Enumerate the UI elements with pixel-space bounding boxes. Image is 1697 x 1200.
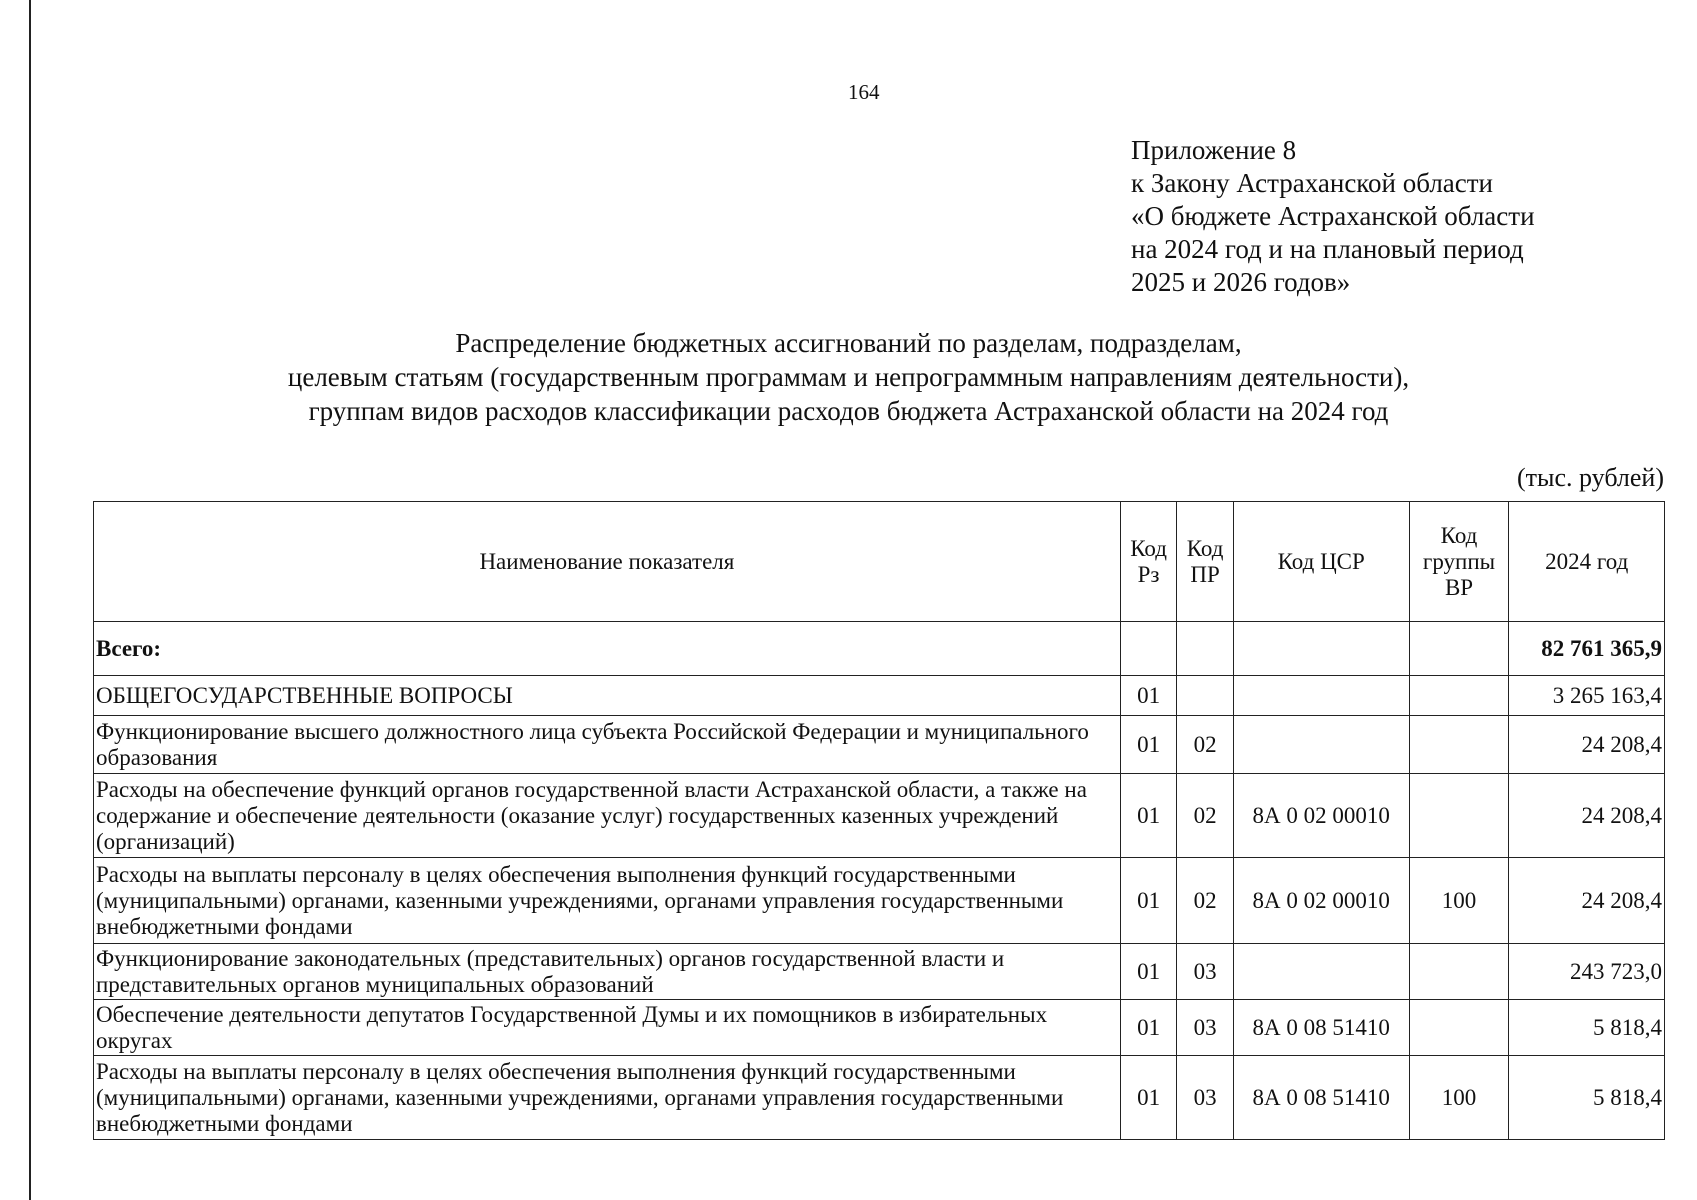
row-amount: 5 818,4 (1509, 1000, 1665, 1056)
row-name: Функционирование высшего должностного лица субъекта Российской Федерации и муниципального образования (94, 716, 1121, 774)
header-vr: Код группы ВР (1409, 502, 1509, 622)
table-row (94, 944, 1665, 1000)
units-label: (тыс. рублей) (1516, 463, 1664, 492)
title-line: Распределение бюджетных ассигнований по разделам, подразделам, (455, 328, 1242, 358)
row-rz: 01 (1120, 858, 1177, 944)
appendix-line: к Закону Астраханской области (1131, 168, 1494, 198)
budget-table (93, 501, 1665, 1140)
row-csr (1233, 676, 1409, 716)
table-row (94, 858, 1665, 944)
row-vr (1409, 716, 1509, 774)
row-vr (1409, 622, 1509, 676)
row-rz: 01 (1120, 1000, 1177, 1056)
row-name: Расходы на обеспечение функций органов государственной власти Астраханской области, а также на содержание и обеспечение деятельности (оказание услуг) государственных казенных учреждений (организаций) (94, 774, 1121, 858)
title-line: целевым статьям (государственным программам и непрограммным направлениям деятельности), (287, 362, 1410, 392)
row-pr: 02 (1177, 858, 1234, 944)
document-title (0, 326, 1697, 428)
row-amount: 5 818,4 (1509, 1056, 1665, 1140)
row-csr: 8А 0 02 00010 (1233, 774, 1409, 858)
row-amount: 24 208,4 (1509, 858, 1665, 944)
row-name: Всего: (94, 622, 1121, 676)
row-pr (1177, 676, 1234, 716)
row-pr: 02 (1177, 716, 1234, 774)
page-number: 164 (848, 80, 880, 104)
row-amount: 243 723,0 (1509, 944, 1665, 1000)
table-row (94, 774, 1665, 858)
row-csr: 8А 0 02 00010 (1233, 858, 1409, 944)
table-row (94, 676, 1665, 716)
row-rz: 01 (1120, 676, 1177, 716)
row-pr (1177, 622, 1234, 676)
appendix-line: на 2024 год и на плановый период (1131, 234, 1524, 264)
title-line: группам видов расходов классификации расходов бюджета Астраханской области на 2024 год (308, 396, 1389, 426)
table-row (94, 716, 1665, 774)
row-pr: 03 (1177, 1056, 1234, 1140)
table-row (94, 1000, 1665, 1056)
row-vr (1409, 774, 1509, 858)
header-year: 2024 год (1509, 502, 1665, 622)
table-row-total (94, 622, 1665, 676)
row-pr: 03 (1177, 944, 1234, 1000)
header-rz: Код Рз (1120, 502, 1177, 622)
row-rz: 01 (1120, 716, 1177, 774)
row-rz: 01 (1120, 944, 1177, 1000)
appendix-header (1131, 134, 1535, 299)
row-rz: 01 (1120, 1056, 1177, 1140)
header-name: Наименование показателя (94, 502, 1121, 622)
header-csr: Код ЦСР (1233, 502, 1409, 622)
row-vr: 100 (1409, 1056, 1509, 1140)
row-name: Расходы на выплаты персоналу в целях обеспечения выполнения функций государственными (муниципальными) органами, казенными учреждениями, органами управления государственными внебюджетными фондами (94, 858, 1121, 944)
table-row (94, 1056, 1665, 1140)
row-csr (1233, 622, 1409, 676)
row-amount: 3 265 163,4 (1509, 676, 1665, 716)
row-pr: 02 (1177, 774, 1234, 858)
row-vr (1409, 1000, 1509, 1056)
left-margin-rule (29, 0, 31, 1200)
row-rz (1120, 622, 1177, 676)
appendix-line: «О бюджете Астраханской области (1131, 201, 1535, 231)
table-header-row (94, 502, 1665, 622)
row-amount: 24 208,4 (1509, 716, 1665, 774)
appendix-line: 2025 и 2026 годов» (1131, 267, 1351, 297)
appendix-line: Приложение 8 (1131, 135, 1297, 165)
row-name: Обеспечение деятельности депутатов Государственной Думы и их помощников в избирательных округах (94, 1000, 1121, 1056)
row-name: ОБЩЕГОСУДАРСТВЕННЫЕ ВОПРОСЫ (94, 676, 1121, 716)
row-vr: 100 (1409, 858, 1509, 944)
row-csr (1233, 716, 1409, 774)
row-csr: 8А 0 08 51410 (1233, 1000, 1409, 1056)
row-rz: 01 (1120, 774, 1177, 858)
row-amount: 82 761 365,9 (1509, 622, 1665, 676)
row-csr: 8А 0 08 51410 (1233, 1056, 1409, 1140)
row-name: Расходы на выплаты персоналу в целях обеспечения выполнения функций государственными (муниципальными) органами, казенными учреждениями, органами управления государственными внебюджетными фондами (94, 1056, 1121, 1140)
row-vr (1409, 944, 1509, 1000)
row-pr: 03 (1177, 1000, 1234, 1056)
row-vr (1409, 676, 1509, 716)
row-csr (1233, 944, 1409, 1000)
row-amount: 24 208,4 (1509, 774, 1665, 858)
row-name: Функционирование законодательных (представительных) органов государственной власти и представительных органов муниципальных образований (94, 944, 1121, 1000)
header-pr: Код ПР (1177, 502, 1234, 622)
